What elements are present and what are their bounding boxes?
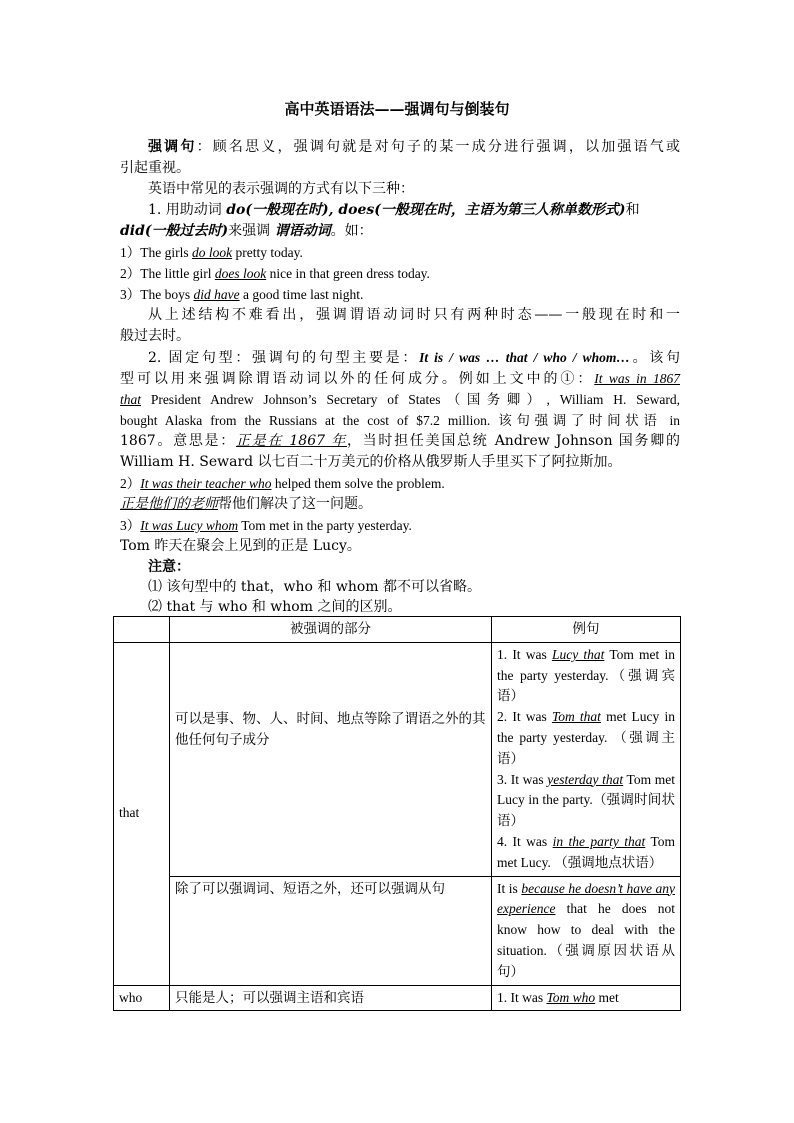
ex-emphasis: in the party that bbox=[552, 833, 646, 849]
example-rest: pretty today. bbox=[232, 245, 303, 260]
example-rest: a good time last night. bbox=[239, 287, 364, 302]
ex-pre: It is bbox=[497, 880, 522, 896]
translation-emphasis: 正是他们的老师 bbox=[120, 496, 218, 512]
table-row bbox=[114, 642, 681, 876]
note-1: ⑴ 该句型中的 that，who 和 whom 都不可以省略。 bbox=[148, 579, 481, 595]
row-label-that: that bbox=[114, 642, 170, 985]
intro-line-1 bbox=[120, 137, 680, 158]
table-header-cell: 被强调的部分 bbox=[170, 617, 492, 643]
notes-heading: 注意： bbox=[148, 559, 190, 575]
method1-did: did(一般过去时) bbox=[120, 223, 229, 239]
method1-verb: 谓语动词 bbox=[274, 223, 331, 239]
method1-line-2 bbox=[120, 221, 680, 242]
example-3 bbox=[120, 284, 680, 305]
summary-line-1: 从上述结构不难看出，强调谓语动词时只有两种时态——一般现在时和一 bbox=[148, 307, 680, 323]
ex-emphasis: yesterday that bbox=[547, 771, 624, 787]
table-example bbox=[497, 832, 675, 874]
example-emphasis: does look bbox=[214, 266, 267, 281]
method2-line-4: bought Alaska from the Russians at the cost of $7.2 million. 该句强调了时间状语 in bbox=[120, 413, 680, 428]
example2-translation bbox=[120, 494, 680, 515]
method2-line-1 bbox=[120, 347, 680, 369]
example-num: 2）The little girl bbox=[120, 266, 215, 281]
example2-line bbox=[120, 473, 680, 494]
example3-translation: Tom 昨天在聚会上见到的正是 Lucy。 bbox=[120, 538, 361, 554]
ex-emphasis: because he doesn’t have any experience bbox=[497, 880, 675, 917]
example-cell bbox=[492, 642, 681, 876]
ex-emphasis: Lucy that bbox=[551, 646, 605, 662]
table-example bbox=[497, 645, 675, 707]
example-rest: nice in that green dress today. bbox=[266, 266, 430, 281]
method1-mid: 来强调 bbox=[228, 223, 275, 239]
method2-line-5 bbox=[120, 431, 680, 452]
ex-post: met bbox=[595, 989, 619, 1005]
method2-text: ，当时担任美国总统 Andrew Johnson 国务卿的 bbox=[346, 433, 680, 449]
ex-pre: 4. It was bbox=[497, 833, 553, 849]
example-rest: helped them solve the problem. bbox=[271, 476, 445, 491]
method2-emphasis: It was in 1867 bbox=[594, 371, 680, 386]
method2-text: 2. 固定句型：强调句的句型主要是： bbox=[148, 350, 420, 366]
ex-post: Tom met Lucy in the party.（强调时间状语） bbox=[497, 771, 675, 829]
intro-text: ：顾名思义，强调句就是对句子的某一成分进行强调，以加强语气或 bbox=[196, 139, 680, 155]
intro-line-3: 英语中常见的表示强调的方式有以下三种： bbox=[148, 181, 414, 197]
ex-pre: 1. It was bbox=[497, 989, 547, 1005]
translation-rest: 帮他们解决了这一问题。 bbox=[218, 496, 372, 512]
example-rest: Tom met in the party yesterday. bbox=[238, 518, 412, 533]
method2-text: 1867。意思是： bbox=[120, 433, 237, 449]
method2-text: 型可以用来强调除谓语动词以外的任何成分。例如上文中的①： bbox=[120, 371, 595, 387]
example3-line bbox=[120, 515, 680, 536]
table-example bbox=[497, 707, 675, 769]
ex-pre: 3. It was bbox=[497, 771, 548, 787]
comparison-table bbox=[113, 616, 681, 1011]
method1-suffix: 和 bbox=[625, 202, 640, 218]
ex-pre: 2. It was bbox=[497, 709, 552, 725]
method1-line-1 bbox=[120, 200, 680, 221]
table-row bbox=[114, 985, 681, 1011]
example-num: 3）The boys bbox=[120, 287, 194, 302]
term-emphasis: 强调句 bbox=[148, 139, 197, 155]
example-2 bbox=[120, 263, 680, 284]
example-num: 1）The girls bbox=[120, 245, 192, 260]
method2-text-end: 。该句 bbox=[629, 350, 680, 366]
ex-post: Tom met Lucy. （强调地点状语） bbox=[497, 833, 675, 870]
note-2: ⑵ that 与 who 和 whom 之间的区别。 bbox=[148, 599, 402, 615]
example-emphasis: do look bbox=[192, 245, 233, 260]
method1-end: 。如： bbox=[330, 223, 373, 239]
example-emphasis: It was Lucy whom bbox=[140, 518, 239, 533]
table-header-cell bbox=[114, 617, 170, 643]
method2-emphasis: 正是在 1867 年 bbox=[236, 433, 347, 449]
emphasized-part-cell: 只能是人；可以强调主语和宾语 bbox=[170, 985, 492, 1011]
table-example bbox=[497, 770, 675, 832]
ex-post: Tom met in the party yesterday.（强调宾语） bbox=[497, 646, 675, 704]
method2-line-2 bbox=[120, 368, 680, 390]
summary-line-2: 般过去时。 bbox=[120, 328, 190, 344]
ex-emphasis: Tom that bbox=[551, 709, 601, 725]
emphasized-part-cell: 可以是事、物、人、时间、地点等除了谓语之外的其他任何句子成分 bbox=[170, 642, 492, 876]
page-title: 高中英语语法——强调句与倒装句 bbox=[284, 100, 510, 118]
example-num: 3） bbox=[120, 518, 141, 533]
example-emphasis: did have bbox=[193, 287, 240, 302]
method1-bold: do(一般现在时), does(一般现在时，主语为第三人称单数形式) bbox=[226, 202, 626, 218]
ex-emphasis: Tom who bbox=[546, 989, 596, 1005]
method2-emphasis: that bbox=[120, 392, 142, 407]
method1-prefix: 1. 用助动词 bbox=[148, 202, 227, 218]
method2-line-6: William H. Seward 以七百二十万美元的价格从俄罗斯人手里买下了阿拉斯加。 bbox=[120, 454, 622, 470]
example-emphasis: It was their teacher who bbox=[140, 476, 272, 491]
table-header-cell: 例句 bbox=[492, 617, 681, 643]
method2-text: President Andrew Johnson’s Secretary of States（国务卿）, William H. Seward, bbox=[141, 392, 680, 407]
method2-line-3 bbox=[120, 389, 680, 410]
ex-post: that he does not know how to deal with the situation.（强调原因状语从句） bbox=[497, 901, 675, 979]
table-header-row bbox=[114, 617, 681, 643]
example-cell bbox=[492, 985, 681, 1011]
example-cell bbox=[492, 876, 681, 985]
table-row bbox=[114, 876, 681, 985]
intro-line-2: 引起重视。 bbox=[120, 160, 190, 176]
sentence-pattern: It is / was … that / who / whom… bbox=[419, 350, 630, 365]
row-label-who: who bbox=[114, 985, 170, 1011]
ex-pre: 1. It was bbox=[497, 646, 552, 662]
example-num: 2） bbox=[120, 476, 141, 491]
emphasized-part-cell: 除了可以强调词、短语之外，还可以强调从句 bbox=[170, 876, 492, 985]
ex-post: met Lucy in the party yesterday. （强调主语） bbox=[497, 709, 675, 766]
example-1 bbox=[120, 242, 680, 263]
